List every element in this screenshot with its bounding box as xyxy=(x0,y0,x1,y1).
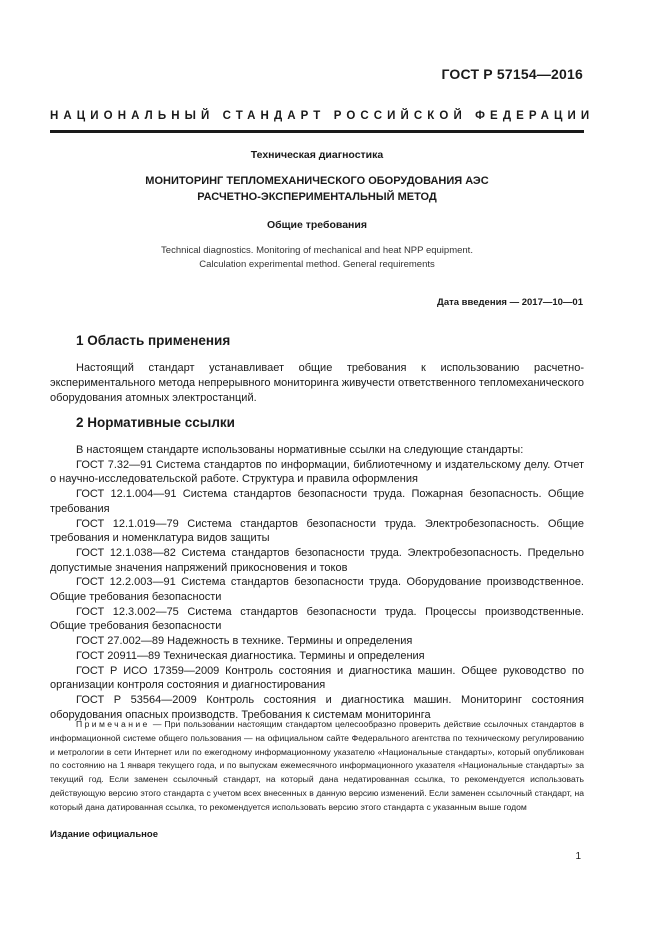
references-intro: В настоящем стандарте использованы нормативные ссылки на следующие стандарты: xyxy=(76,444,524,456)
page-number: 1 xyxy=(575,851,581,862)
reference-item: ГОСТ 7.32—91 Система стандартов по информации, библиотечному и издательскому делу. Отчет о научно-исследовательской работе. Структура и правила оформления xyxy=(50,458,584,486)
reference-item: ГОСТ 12.2.003—91 Система стандартов безопасности труда. Оборудование производственное. Общие требования безопасности xyxy=(50,576,584,604)
references-note xyxy=(50,718,584,815)
document-number: ГОСТ Р 57154—2016 xyxy=(441,66,583,82)
section-1-heading: 1 Область применения xyxy=(76,333,231,348)
reference-item: ГОСТ 12.1.038—82 Система стандартов безопасности труда. Электробезопасность. Предельно допустимые значения напряжений прикосновения и токов xyxy=(50,546,584,574)
normative-references xyxy=(50,443,584,722)
english-title xyxy=(50,244,584,272)
national-standard-banner: НАЦИОНАЛЬНЫЙ СТАНДАРТ РОССИЙСКОЙ ФЕДЕРАЦИИ xyxy=(50,110,595,122)
subject-heading: Техническая диагностика xyxy=(250,149,384,161)
section-2-heading: 2 Нормативные ссылки xyxy=(76,415,235,430)
header-rule xyxy=(50,130,584,133)
note-text: — При пользовании настоящим стандартом целесообразно проверить действие ссылочных стандартов в информационной системе общего пользования — на официальном сайте Федерального агентства по техническому регулированию и метрологии в сети Интернет или по ежегодному информационному указателю «Национальные стандарты», который опубликован по состоянию на 1 января текущего года, и по выпускам ежемесячного информационного указателя «Национальные стандарты» за текущий год. Если заменен ссылочный стандарт, на который дана недатированная ссылка, то рекомендуется использовать действующую версию этого стандарта с учетом всех внесенных в данную версию изменений. Если заменен ссылочный стандарт, на который дана датированная ссылка, то рекомендуется использовать версию этого стандарта с указанным выше годом xyxy=(50,719,584,812)
reference-item: ГОСТ Р ИСО 17359—2009 Контроль состояния и диагностика машин. Общее руководство по организации контроля состояния и диагностирования xyxy=(50,664,584,692)
official-edition-label: Издание официальное xyxy=(50,829,158,840)
date-introduced: Дата введения — 2017—10—01 xyxy=(437,297,583,308)
section-1-text: Настоящий стандарт устанавливает общие требования к использованию расчетно-экспериментального метода непрерывного мониторинга живучести ответственного тепломеханического оборудования атомных электростанций. xyxy=(50,362,584,405)
title-line-2: РАСЧЕТНО-ЭКСПЕРИМЕНТАЛЬНЫЙ МЕТОД xyxy=(197,191,437,203)
title-line-1: МОНИТОРИНГ ТЕПЛОМЕХАНИЧЕСКОГО ОБОРУДОВАНИЯ АЭС xyxy=(145,175,489,187)
english-title-line-1: Technical diagnostics. Monitoring of mechanical and heat NPP equipment. xyxy=(161,245,473,256)
english-title-line-2: Calculation experimental method. General requirements xyxy=(199,259,435,270)
general-requirements-heading: Общие требования xyxy=(267,219,367,231)
note-label: Примечание xyxy=(76,719,150,729)
reference-item: ГОСТ 12.3.002—75 Система стандартов безопасности труда. Процессы производственные. Общие требования безопасности xyxy=(50,605,584,633)
document-title xyxy=(50,173,584,205)
reference-item: ГОСТ 12.1.004—91 Система стандартов безопасности труда. Пожарная безопасность. Общие требования xyxy=(50,488,584,515)
reference-item: ГОСТ 27.002—89 Надежность в технике. Термины и определения xyxy=(76,635,413,648)
reference-item: ГОСТ 20911—89 Техническая диагностика. Термины и определения xyxy=(76,649,425,662)
reference-item: ГОСТ Р 53564—2009 Контроль состояния и диагностика машин. Мониторинг состояния оборудования опасных производств. Требования к системам мониторинга xyxy=(50,693,584,721)
reference-item: ГОСТ 12.1.019—79 Система стандартов безопасности труда. Электробезопасность. Общие требования и номенклатура видов защиты xyxy=(50,517,584,545)
